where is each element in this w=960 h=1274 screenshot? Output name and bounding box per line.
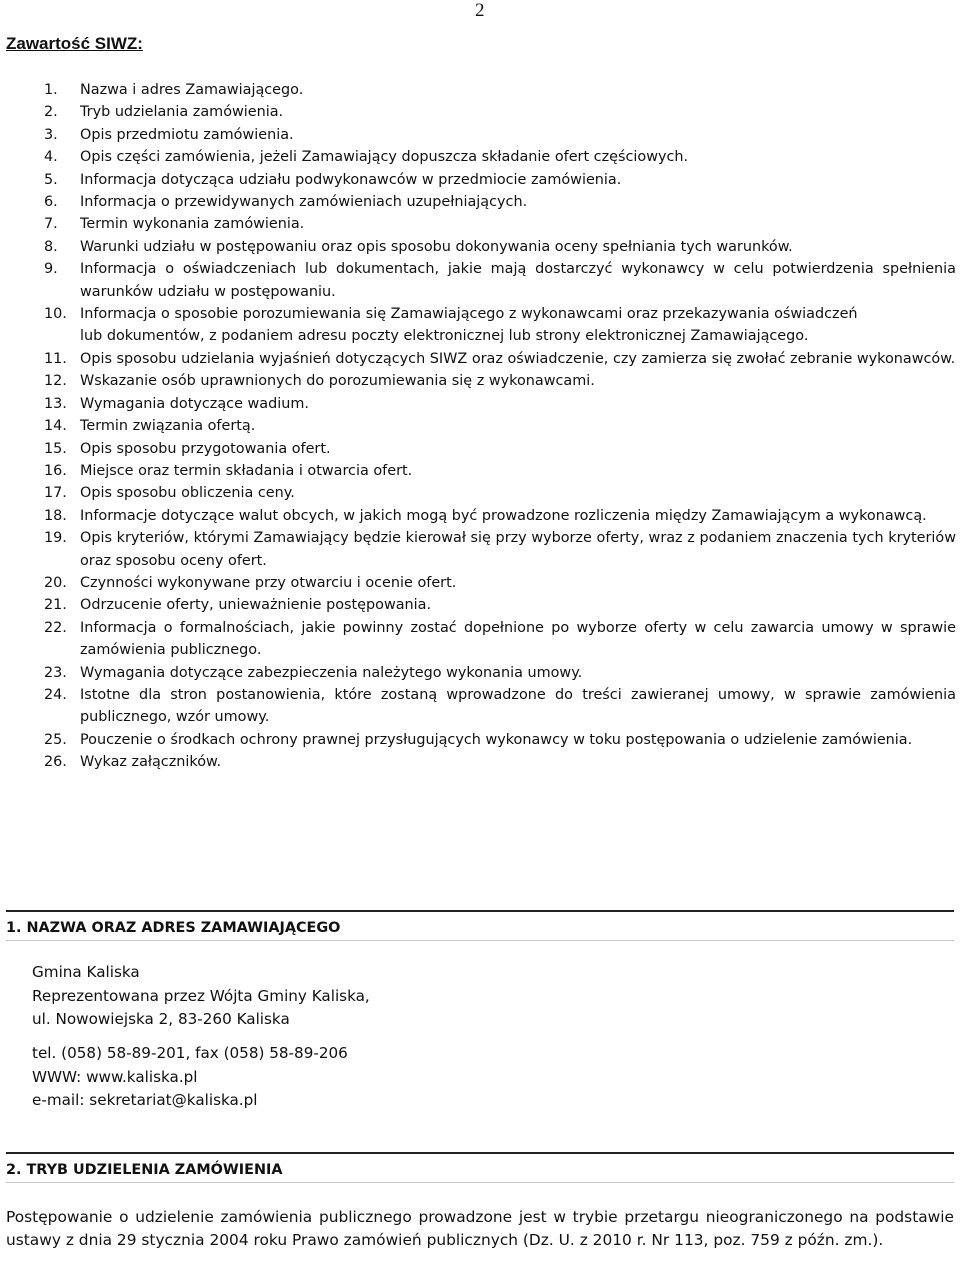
toc-item-number: 12. bbox=[44, 373, 67, 390]
toc-item-number: 7. bbox=[44, 216, 58, 233]
toc-item-text: Informacja o oświadczeniach lub dokumentach, jakie mają dostarczyć wykonawcy w celu potwierdzenia spełnienia warunków udziału w postępowaniu. bbox=[80, 261, 956, 300]
toc-item-number: 18. bbox=[44, 507, 67, 524]
toc-item bbox=[44, 169, 956, 191]
toc-item-number: 9. bbox=[44, 261, 58, 278]
toc-item-text: Informacja o przewidywanych zamówieniach uzupełniających. bbox=[80, 194, 528, 211]
toc-item-text: Opis przedmiotu zamówienia. bbox=[80, 126, 294, 143]
toc-title: Zawartość SIWZ: bbox=[6, 34, 143, 53]
toc-item-number: 19. bbox=[44, 530, 67, 547]
toc-item-number: 25. bbox=[44, 731, 67, 748]
toc-item-number: 4. bbox=[44, 149, 58, 166]
authority-representative: Reprezentowana przez Wójta Gminy Kaliska, bbox=[32, 986, 370, 1005]
toc-item bbox=[44, 617, 956, 662]
contracting-authority-contact bbox=[32, 1042, 348, 1113]
toc-item-text: Termin wykonania zamówienia. bbox=[80, 216, 305, 233]
toc-item bbox=[44, 393, 956, 415]
toc-item-text: Miejsce oraz termin składania i otwarcia ofert. bbox=[80, 462, 413, 479]
toc-item-number: 14. bbox=[44, 418, 67, 435]
toc-item bbox=[44, 370, 956, 392]
toc-item-number: 16. bbox=[44, 462, 67, 479]
toc-item bbox=[44, 527, 956, 572]
toc-item-text: Opis sposobu przygotowania ofert. bbox=[80, 440, 331, 457]
toc-item bbox=[44, 460, 956, 482]
toc-item-number: 22. bbox=[44, 619, 67, 636]
toc-item bbox=[44, 258, 956, 303]
toc-item-text-continuation: lub dokumentów, z podaniem adresu poczty elektronicznej lub strony elektronicznej Zamawiającego. bbox=[80, 328, 809, 345]
table-of-contents bbox=[44, 79, 956, 774]
website: WWW: www.kaliska.pl bbox=[32, 1067, 198, 1086]
toc-item bbox=[44, 348, 956, 370]
toc-item-text: Wskazanie osób uprawnionych do porozumiewania się z wykonawcami. bbox=[80, 373, 595, 390]
toc-item-text: Termin związania ofertą. bbox=[80, 418, 256, 435]
toc-item bbox=[44, 415, 956, 437]
toc-item-number: 10. bbox=[44, 306, 67, 323]
toc-item bbox=[44, 662, 956, 684]
toc-item-number: 13. bbox=[44, 395, 67, 412]
authority-street-address: ul. Nowowiejska 2, 83-260 Kaliska bbox=[32, 1010, 290, 1028]
toc-item bbox=[44, 101, 956, 123]
toc-item-number: 6. bbox=[44, 194, 58, 211]
phone-fax: tel. (058) 58-89-201, fax (058) 58-89-206 bbox=[32, 1044, 348, 1062]
toc-item bbox=[44, 505, 956, 527]
authority-name: Gmina Kaliska bbox=[32, 963, 140, 981]
page-number: 2 bbox=[475, 0, 485, 21]
toc-item-text: Opis sposobu udzielania wyjaśnień dotyczących SIWZ oraz oświadczenie, czy zamierza się zwołać zebranie wykonawców. bbox=[80, 350, 956, 367]
toc-item-number: 5. bbox=[44, 171, 58, 188]
contracting-authority-address bbox=[32, 961, 370, 1032]
toc-item-text: Opis kryteriów, którymi Zamawiający będzie kierował się przy wyborze oferty, wraz z podaniem znaczenia tych kryteriów oraz sposobu oceny ofert. bbox=[80, 530, 956, 569]
toc-item-text: Odrzucenie oferty, unieważnienie postępowania. bbox=[80, 597, 432, 614]
toc-item-text: Pouczenie o środkach ochrony prawnej przysługujących wykonawcy w toku postępowania o udzielenie zamówienia. bbox=[80, 731, 913, 748]
toc-item-text: Wykaz załączników. bbox=[80, 754, 222, 771]
toc-item bbox=[44, 729, 956, 751]
toc-item-text-block bbox=[80, 303, 956, 348]
toc-item-text: Tryb udzielania zamówienia. bbox=[80, 104, 284, 121]
toc-item bbox=[44, 79, 956, 101]
toc-item-text: Informacja dotycząca udziału podwykonawców w przedmiocie zamówienia. bbox=[80, 171, 622, 188]
toc-item-text: Nazwa i adres Zamawiającego. bbox=[80, 82, 304, 98]
toc-item bbox=[44, 236, 956, 258]
toc-item-text: Informacja o sposobie porozumiewania się Zamawiającego z wykonawcami oraz przekazywania oświadczeń bbox=[80, 306, 858, 323]
toc-item-text: Warunki udziału w postępowaniu oraz opis sposobu dokonywania oceny spełniania tych warunków. bbox=[80, 238, 793, 255]
toc-item bbox=[44, 482, 956, 504]
toc-item bbox=[44, 303, 956, 348]
toc-item-number: 8. bbox=[44, 238, 58, 255]
toc-item bbox=[44, 213, 956, 235]
toc-item-text: Opis części zamówienia, jeżeli Zamawiający dopuszcza składanie ofert częściowych. bbox=[80, 149, 689, 166]
toc-item-text: Wymagania dotyczące zabezpieczenia należytego wykonania umowy. bbox=[80, 664, 583, 681]
toc-item-number: 20. bbox=[44, 574, 67, 591]
toc-item-number: 1. bbox=[44, 82, 58, 98]
toc-item-text: Informacja o formalnościach, jakie powinny zostać dopełnione po wyborze oferty w celu zawarcia umowy w sprawie zamówienia publicznego. bbox=[80, 619, 956, 659]
toc-item bbox=[44, 572, 956, 594]
toc-item bbox=[44, 191, 956, 213]
toc-item bbox=[44, 124, 956, 146]
toc-item-text: Informacje dotyczące walut obcych, w jakich mogą być prowadzone rozliczenia między Zamawiającym a wykonawcą. bbox=[80, 507, 927, 524]
toc-item bbox=[44, 438, 956, 460]
toc-item-text: Czynności wykonywane przy otwarciu i ocenie ofert. bbox=[80, 574, 457, 591]
toc-item-text: Wymagania dotyczące wadium. bbox=[80, 395, 309, 412]
section-1-heading: 1. NAZWA ORAZ ADRES ZAMAWIAJĄCEGO bbox=[6, 910, 954, 941]
toc-item-number: 3. bbox=[44, 126, 58, 143]
toc-item bbox=[44, 146, 956, 168]
toc-item-number: 26. bbox=[44, 754, 67, 771]
procedure-description: Postępowanie o udzielenie zamówienia publicznego prowadzone jest w trybie przetargu nieograniczonego na podstawie ustawy z dnia 29 stycznia 2004 roku Prawo zamówień publicznych (Dz. U. z 2010 r. Nr 113, poz. 759 z późn. zm.). bbox=[6, 1208, 954, 1249]
toc-item-number: 24. bbox=[44, 686, 67, 703]
toc-item bbox=[44, 684, 956, 729]
toc-item-number: 23. bbox=[44, 664, 67, 681]
toc-item bbox=[44, 594, 956, 616]
toc-item-text: Istotne dla stron postanowienia, które zostaną wprowadzone do treści zawieranej umowy, w sprawie zamówienia publicznego, wzór umowy. bbox=[80, 686, 956, 726]
email: e-mail: sekretariat@kaliska.pl bbox=[32, 1091, 258, 1109]
toc-item-number: 2. bbox=[44, 104, 58, 121]
toc-item-text: Opis sposobu obliczenia ceny. bbox=[80, 485, 295, 502]
toc-item-number: 21. bbox=[44, 597, 67, 614]
section-2-heading: 2. TRYB UDZIELENIA ZAMÓWIENIA bbox=[6, 1152, 954, 1183]
toc-item-number: 15. bbox=[44, 440, 67, 457]
toc-item bbox=[44, 751, 956, 773]
toc-item-number: 17. bbox=[44, 485, 67, 502]
toc-item-number: 11. bbox=[44, 350, 67, 367]
